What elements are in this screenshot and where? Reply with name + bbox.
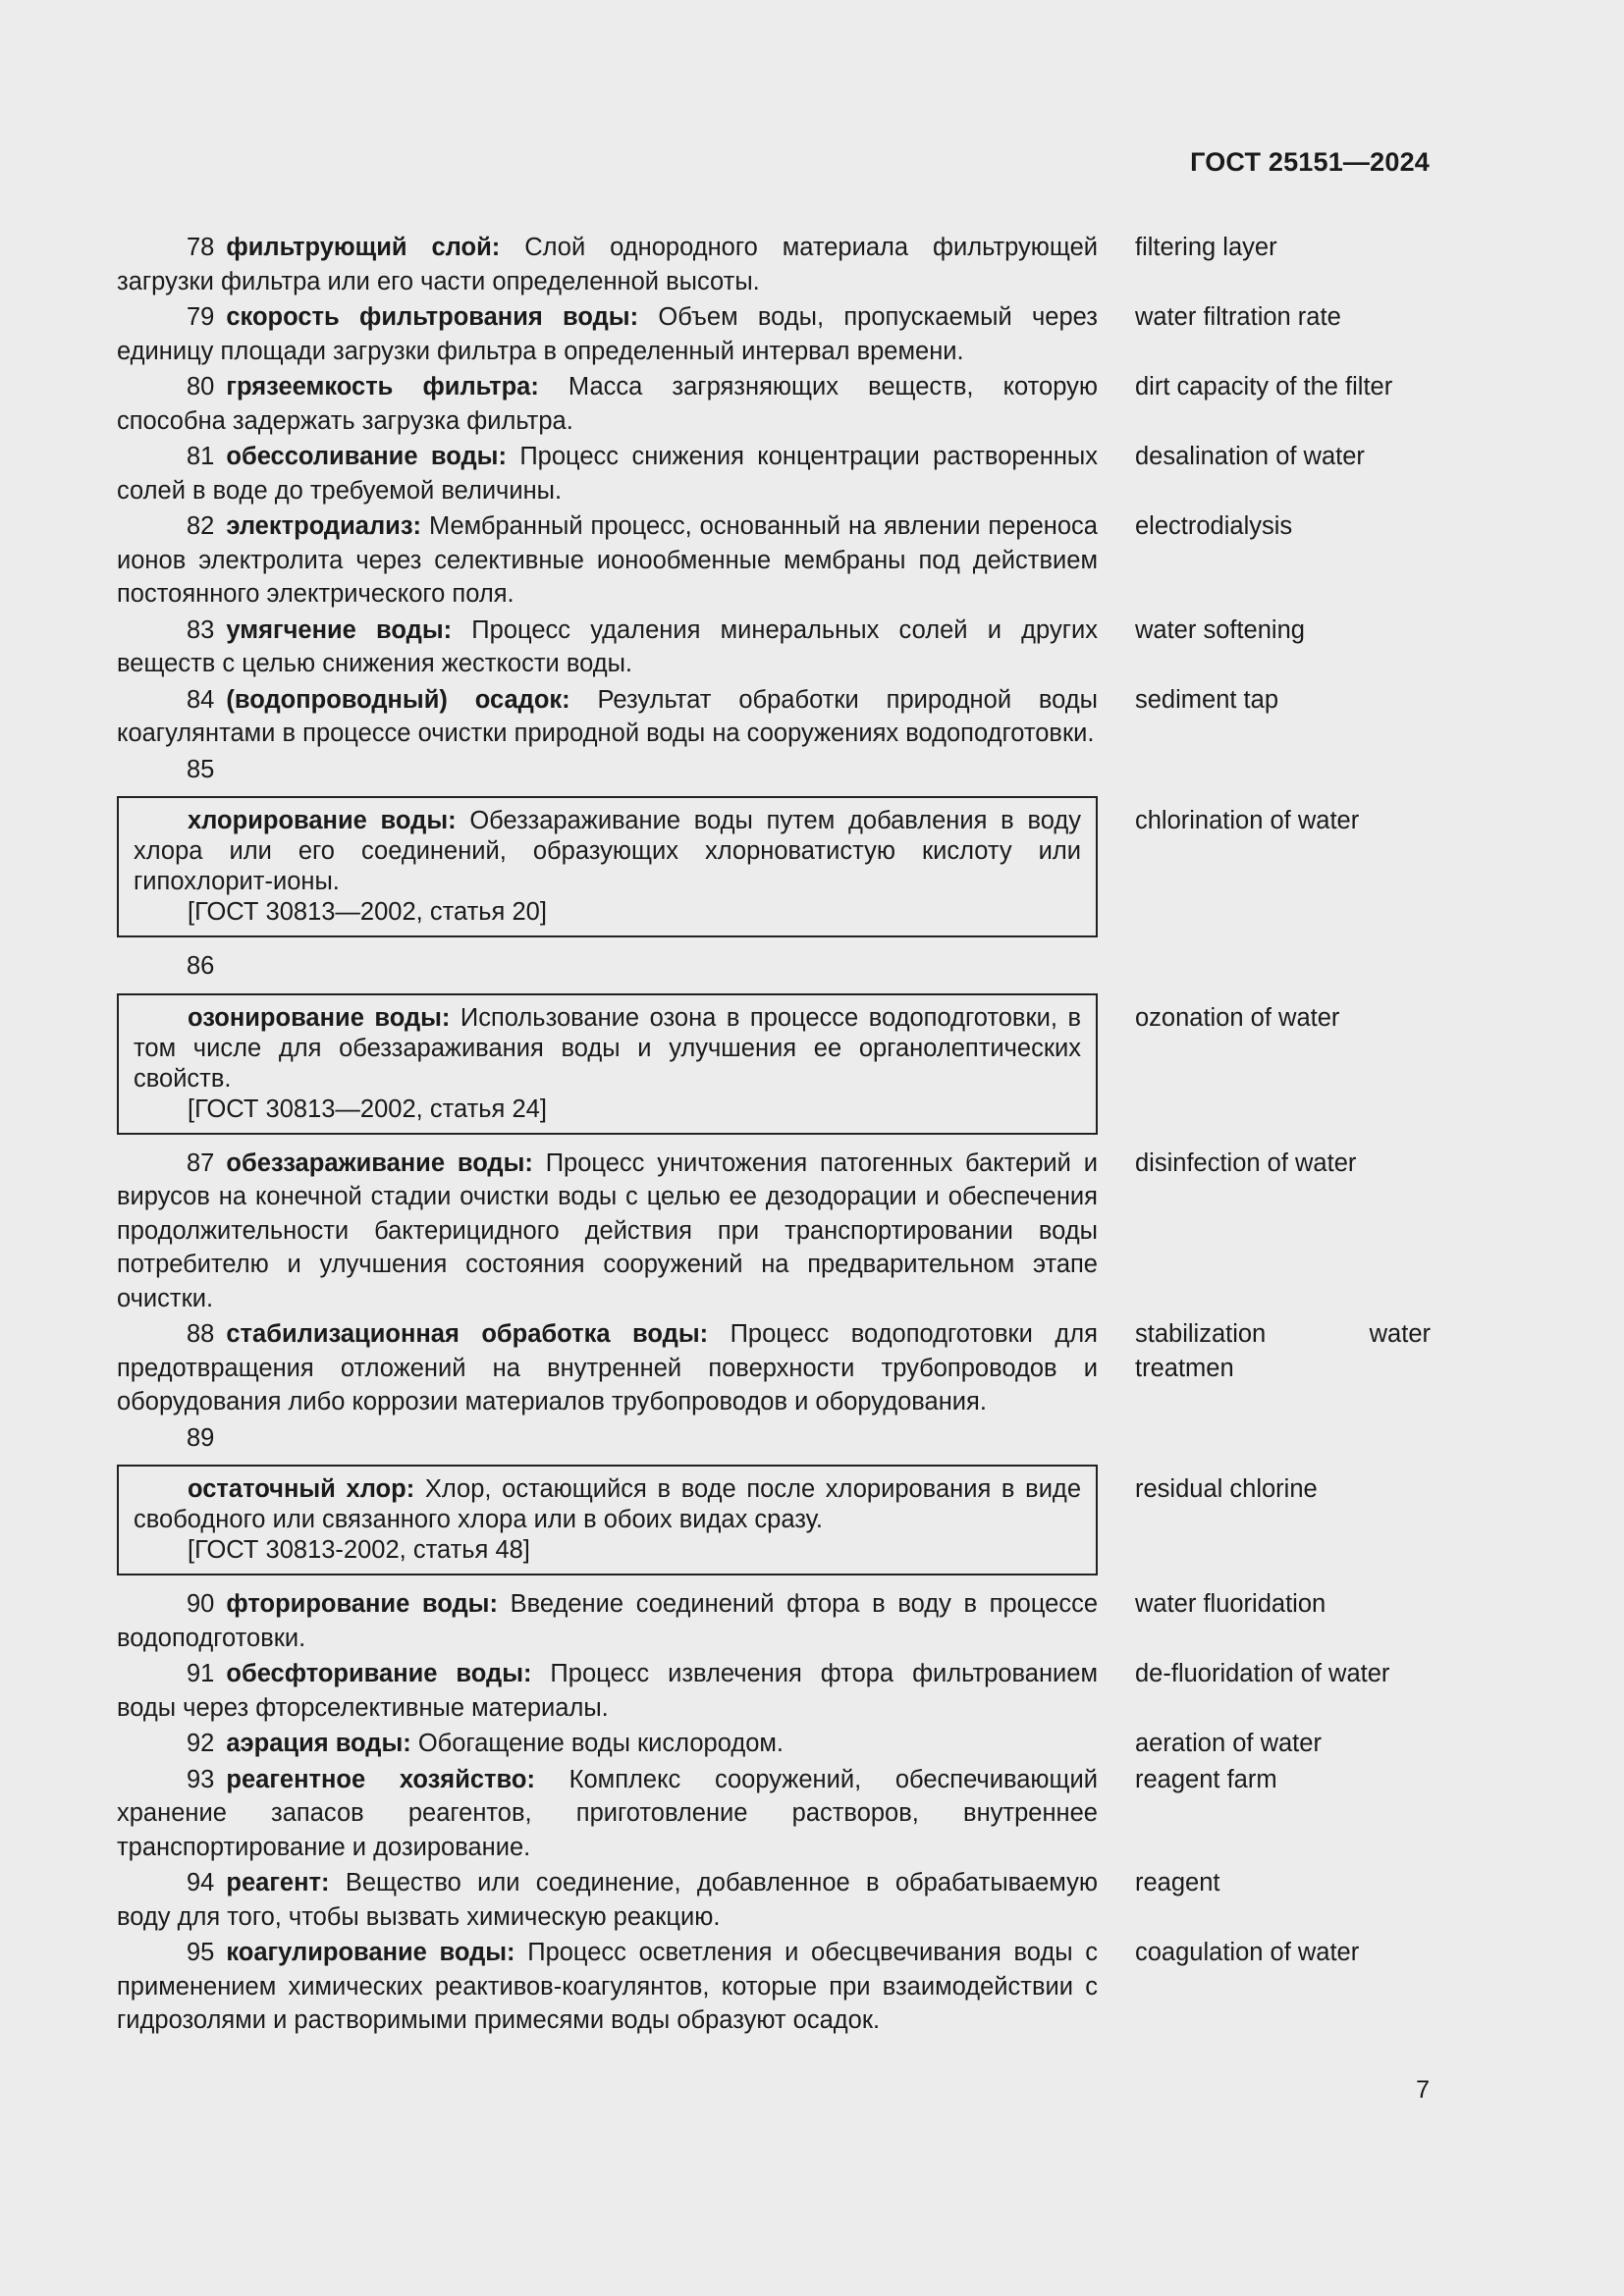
term-name: фильтрующий слой: [226,234,501,261]
term-name: (водопроводный) осадок: [226,685,570,714]
term-definition [117,1147,1098,1316]
term-definition [117,509,1098,612]
term-text: Обеззараживание воды путем добавления в воду хлора или его соединений, образующих хлорноватистую кислоту или гипохлорит-ионы. [134,807,1081,895]
boxed-term-entry [117,796,1431,937]
term-name: фторирование воды: [226,1590,498,1618]
term-name: остаточный хлор: [188,1475,415,1503]
term-english: filtering layer [1135,234,1277,261]
term-entry [117,1763,1431,1865]
term-text: Комплекс сооружений, обеспечивающий хранение запасов реагентов, приготовление растворов, внутреннее транспортирование и дозирование. [117,1765,1098,1861]
term-number: 83 [187,615,215,644]
term-english: sediment tap [1135,685,1279,714]
term-text: Введение соединений фтора в воду в процессе водоподготовки. [117,1590,1099,1652]
term-entry [117,1727,1431,1761]
term-english: water softening [1135,615,1305,644]
term-name: обесфторивание воды: [226,1660,532,1687]
term-entry [117,300,1431,368]
term-name: аэрация воды: [226,1730,411,1757]
term-english: water fluoridation [1135,1590,1326,1618]
term-text: Процесс уничтожения патогенных бактерий и вирусов на конечной стадии очистки воды с целью ее дезодорации и обеспечения продолжительности бактерицидного действия при транспортировании воды потребителю и улучшения состояния сооружений на предварительном этапе очистки. [117,1148,1098,1312]
term-definition [134,1003,1081,1095]
term-english: electrodialysis [1135,512,1293,540]
term-english: ozonation of water [1135,1003,1340,1032]
term-entry [117,1657,1431,1725]
term-text: Процесс извлечения фтора фильтрованием воды через фторселективные материалы. [117,1660,1098,1722]
term-entry [117,231,1431,298]
term-text: Результат обработки природной воды коагулянтами в процессе очистки природной воды на сооружениях водоподготовки. [117,685,1099,747]
page-number: 7 [1416,2076,1430,2104]
term-number: 80 [187,373,215,400]
term-number: 90 [187,1590,215,1618]
term-definition [117,440,1098,507]
term-entry [117,614,1431,681]
term-entry [117,440,1431,507]
term-entry [117,683,1431,751]
term-text: Процесс водоподготовки для предотвращения отложений на внутренней поверхности трубопроводов и оборудования либо коррозии материалов трубопроводов и оборудования. [117,1320,1098,1415]
term-number: 95 [187,1939,215,1966]
term-name: хлорирование воды: [188,807,457,834]
term-number: 87 [187,1148,215,1177]
term-entry [117,370,1431,438]
term-text: Масса загрязняющих веществ, которую способна задержать загрузка фильтра. [117,373,1098,435]
term-number: 85 [187,755,215,783]
term-text: Использование озона в процессе водоподготовки, в том числе для обеззараживания воды и улучшения ее органолептических свойств. [134,1003,1081,1093]
terms-list [117,231,1431,2040]
term-definition [117,1657,1098,1725]
term-definition [117,1587,1098,1655]
term-name: обессоливание воды: [226,443,507,470]
document-id: ГОСТ 25151—2024 [1190,147,1430,177]
term-entry [117,1936,1431,2038]
term-english: chlorination of water [1135,807,1360,834]
term-english: water filtration rate [1135,303,1341,331]
term-definition [117,1317,1098,1419]
term-entry [117,1147,1431,1316]
term-number: 78 [187,234,215,261]
term-entry [117,1587,1431,1655]
term-name: грязеемкость фильтра: [226,373,539,400]
term-source: [ГОСТ 30813-2002, статья 48] [188,1536,530,1564]
term-english: aeration of water [1135,1730,1322,1757]
term-definition [117,1866,1098,1934]
term-english: residual chlorine [1135,1475,1318,1503]
term-definition [117,683,1098,751]
term-definition [117,231,1098,298]
term-number: 81 [187,443,215,470]
term-english: reagent farm [1135,1765,1277,1793]
term-text: Объем воды, пропускаемый через единицу площади загрузки фильтра в определенный интервал времени. [117,303,1098,365]
reference-box [117,796,1098,937]
term-name: скорость фильтрования воды: [226,303,639,331]
term-english: desalination of water [1135,443,1365,470]
term-number: 94 [187,1869,215,1896]
term-number: 92 [187,1730,215,1757]
term-text: Вещество или соединение, добавленное в обрабатываемую воду для того, чтобы вызвать химическую реакцию. [117,1869,1098,1931]
term-name: реагент: [226,1869,330,1896]
term-number: 86 [187,952,215,980]
term-english: coagulation of water [1135,1939,1360,1966]
term-entry [117,1866,1431,1934]
term-source: [ГОСТ 30813—2002, статья 20] [188,898,547,926]
term-number: 88 [187,1320,215,1348]
term-text: Процесс осветления и обесцвечивания воды с применением химических реактивов-коагулянтов, которые при взаимодействии с гидрозолями и растворимыми примесями воды образуют осадок. [117,1939,1098,2034]
term-english: de-fluoridation of water [1135,1660,1390,1687]
term-number: 84 [187,685,215,714]
term-english: dirt capacity of the filter [1135,373,1393,400]
term-entry [117,509,1431,612]
boxed-term-entry [117,1465,1431,1575]
term-number: 93 [187,1765,215,1793]
term-text: Мембранный процесс, основанный на явлении переноса ионов электролита через селективные ионообменные мембраны под действием постоянного электрического поля. [117,512,1098,608]
term-number: 79 [187,303,215,331]
term-english: reagent [1135,1869,1220,1896]
term-text: Обогащение воды кислородом. [410,1730,785,1757]
term-number: 82 [187,512,215,540]
term-definition [117,614,1098,681]
reference-box [117,993,1098,1135]
term-source: [ГОСТ 30813—2002, статья 24] [188,1095,547,1123]
term-definition [134,806,1081,897]
term-definition [117,300,1098,368]
term-number: 91 [187,1660,215,1687]
term-text: Хлор, остающийся в воде после хлорирования в виде свободного или связанного хлора или в обоих видах сразу. [134,1475,1081,1533]
term-text: Процесс удаления минеральных солей и других веществ с целью снижения жесткости воды. [117,615,1099,677]
term-text: Слой однородного материала фильтрующей загрузки фильтра или его части определенной высоты. [117,234,1098,295]
term-definition [117,1936,1098,2038]
term-definition [117,1727,1098,1761]
term-entry [117,1317,1431,1419]
term-name: электродиализ: [226,512,422,540]
term-name: обеззараживание воды: [226,1148,533,1177]
term-name: реагентное хозяйство: [226,1765,535,1793]
term-name: коагулирование воды: [226,1939,515,1966]
term-name: стабилизационная обработка воды: [226,1320,709,1348]
term-english: stabilization water treatmen [1135,1320,1431,1382]
term-name: озонирование воды: [188,1003,451,1032]
term-definition [117,1763,1098,1865]
term-definition [134,1474,1081,1535]
reference-box [117,1465,1098,1575]
boxed-term-entry [117,993,1431,1135]
term-name: умягчение воды: [226,615,453,644]
term-number: 89 [187,1423,215,1452]
term-english: disinfection of water [1135,1148,1357,1177]
term-definition [117,370,1098,438]
term-text: Процесс снижения концентрации растворенных солей в воде до требуемой величины. [117,443,1098,505]
